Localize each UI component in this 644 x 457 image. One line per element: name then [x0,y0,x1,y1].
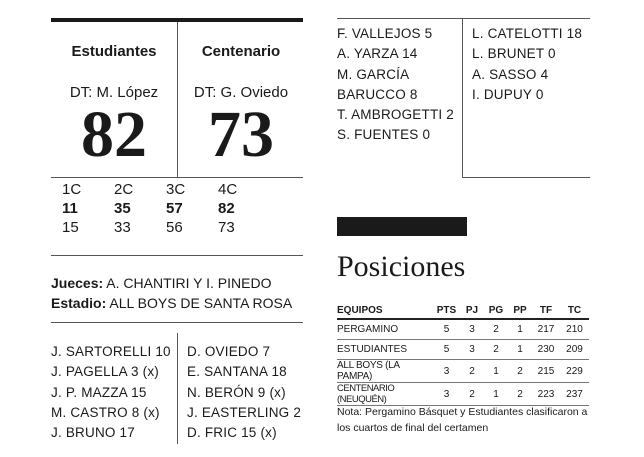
table-cell: 2 [460,360,484,383]
table-row [337,340,589,360]
table-cell: 223 [532,383,560,406]
player-entry: T. AMBROGETTI 2 [337,107,455,123]
player-entry: S. FUENTES 0 [337,127,431,143]
home-score: 82 [81,98,147,171]
away-coach: DT: G. Oviedo [193,84,289,101]
player-entry: J. PAGELLA 3 (x) [51,364,159,380]
player-entry: F. VALLEJOS 5 [337,26,433,41]
col-header: PP [508,303,532,319]
table-cell: 2 [508,383,532,406]
table-cell: 2 [508,360,532,383]
player-entry: D. OVIEDO 7 [187,344,271,359]
table-cell: 3 [460,340,484,360]
table-cell: 229 [560,360,589,383]
col-header: EQUIPOS [337,303,433,319]
table-cell: 2 [460,383,484,406]
table-cell: 1 [508,340,532,360]
quarter-label: 4C [218,181,238,198]
table-cell: 3 [460,319,484,340]
player-entry: E. SANTANA 18 [187,364,287,380]
player-entry: J. SARTORELLI 10 [51,344,171,359]
home-quarter-score: 57 [166,200,183,217]
table-cell: 5 [433,340,460,360]
table-cell: 1 [508,319,532,340]
referees-value: A. CHANTIRI Y I. PINEDO [106,275,272,291]
col-header: TC [560,303,589,319]
score-divider [177,22,178,177]
table-cell: 3 [433,383,460,406]
table-cell: 5 [433,319,460,340]
standings-table [337,303,589,406]
away-quarter-score: 15 [62,219,79,236]
quarters-bottom-rule [51,255,303,256]
player-entry: D. FRIC 15 (x) [187,425,277,441]
home-team-name: Estudiantes [71,43,157,60]
table-cell: 2 [484,340,508,360]
quarter-label: 3C [166,181,186,198]
referees-label: Jueces: [51,275,104,291]
away-team-name: Centenario [201,43,281,60]
col-header: PJ [460,303,484,319]
standings-header-row [337,303,589,319]
table-cell: 1 [484,383,508,406]
player-entry: L. CATELOTTI 18 [472,26,583,41]
table-cell: 1 [484,360,508,383]
player-entry: J. BRUNO 17 [51,425,135,441]
player-entry: I. DUPUY 0 [472,86,544,102]
home-lineup-1 [51,342,171,443]
home-coach: DT: M. López [69,84,159,101]
score-bottom-rule [51,177,303,178]
player-entry: L. BRUNET 0 [472,46,556,62]
lineup-divider-left [177,333,178,444]
home-lineup-2 [337,24,454,146]
table-cell: 3 [433,360,460,383]
table-row [337,360,589,383]
officials-bottom-rule [51,322,303,323]
away-quarter-scores [62,218,270,237]
quarter-labels [62,180,270,199]
table-cell: 209 [560,340,589,360]
player-entry: M. GARCÍA [337,66,410,82]
col-header: TF [532,303,560,319]
team-cell: ESTUDIANTES [337,340,433,360]
player-entry: A. YARZA 14 [337,46,418,62]
col-header: PG [484,303,508,319]
table-cell: 217 [532,319,560,340]
table-cell: 2 [484,319,508,340]
player-entry: BARUCCO 8 [337,86,418,102]
player-entry: J. EASTERLING 2 [187,404,302,420]
away-lineup-2 [472,24,582,105]
table-cell: 215 [532,360,560,383]
quarter-label: 1C [62,181,82,198]
lineup-divider-right [462,18,463,177]
home-quarter-score: 35 [114,200,131,217]
away-quarter-score: 56 [166,219,183,236]
table-row [337,319,589,340]
table-row [337,383,589,406]
team-cell: CENTENARIO (NEUQUÉN) [337,383,433,406]
standings-title: Posiciones [337,250,466,283]
stadium-value: ALL BOYS DE SANTA ROSA [109,295,293,311]
quarters-table [62,180,270,237]
player-entry: A. SASSO 4 [472,66,549,82]
away-lineup-1 [187,342,301,443]
table-cell: 230 [532,340,560,360]
away-score: 73 [208,98,274,171]
top-right-rule [337,18,590,19]
home-quarter-score: 82 [218,200,235,217]
referees-line [51,275,271,291]
player-entry: M. CASTRO 8 (x) [51,404,160,420]
stadium-line [51,295,292,311]
standings-note: Nota: Pergamino Básquet y Estudiantes clasificaron a los cuartos de final del certamen [337,406,588,434]
stadium-label: Estadio: [51,295,107,311]
home-quarter-score: 11 [62,200,78,217]
top-right-bottom-rule [462,177,590,178]
col-header: PTS [433,303,460,319]
away-quarter-score: 73 [218,219,235,236]
quarter-label: 2C [114,181,134,198]
section-bar [337,217,467,236]
team-cell: PERGAMINO [337,319,433,340]
player-entry: N. BERÓN 9 (x) [187,384,286,400]
away-quarter-score: 33 [114,219,131,236]
table-cell: 210 [560,319,589,340]
table-cell: 237 [560,383,589,406]
player-entry: J. P. MAZZA 15 [51,384,147,400]
home-quarter-scores [62,199,270,218]
team-cell: ALL BOYS (LA PAMPA) [337,360,433,383]
